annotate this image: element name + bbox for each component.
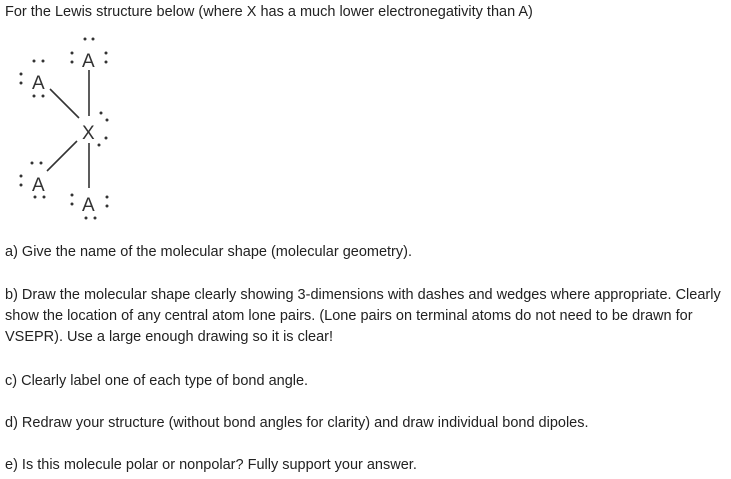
atom-top: A [82,51,95,72]
bond-upper-left [50,89,79,118]
atom-upper-left: A [32,73,45,94]
part-d: d) Redraw your structure (without bond angles for clarity) and draw individual bond dipoles. [5,415,589,431]
question-intro: For the Lewis structure below (where X has a much lower electronegativity than A) [5,4,533,20]
atom-bottom: A [82,195,95,216]
lewis-structure [0,30,140,230]
bond-lower-left [47,141,77,171]
part-a: a) Give the name of the molecular shape (molecular geometry). [5,244,412,260]
atom-central: X [82,123,95,144]
atom-lower-left: A [32,175,45,196]
part-e: e) Is this molecule polar or nonpolar? Fully support your answer. [5,457,417,473]
part-b: b) Draw the molecular shape clearly showing 3-dimensions with dashes and wedges where appropriate. Clearly show the location of any central atom lone pairs. (Lone pairs on terminal atoms do not need to be drawn for VSEPR). Use a large enough drawing so it is clear! [5,287,721,345]
part-c: c) Clearly label one of each type of bond angle. [5,373,309,389]
